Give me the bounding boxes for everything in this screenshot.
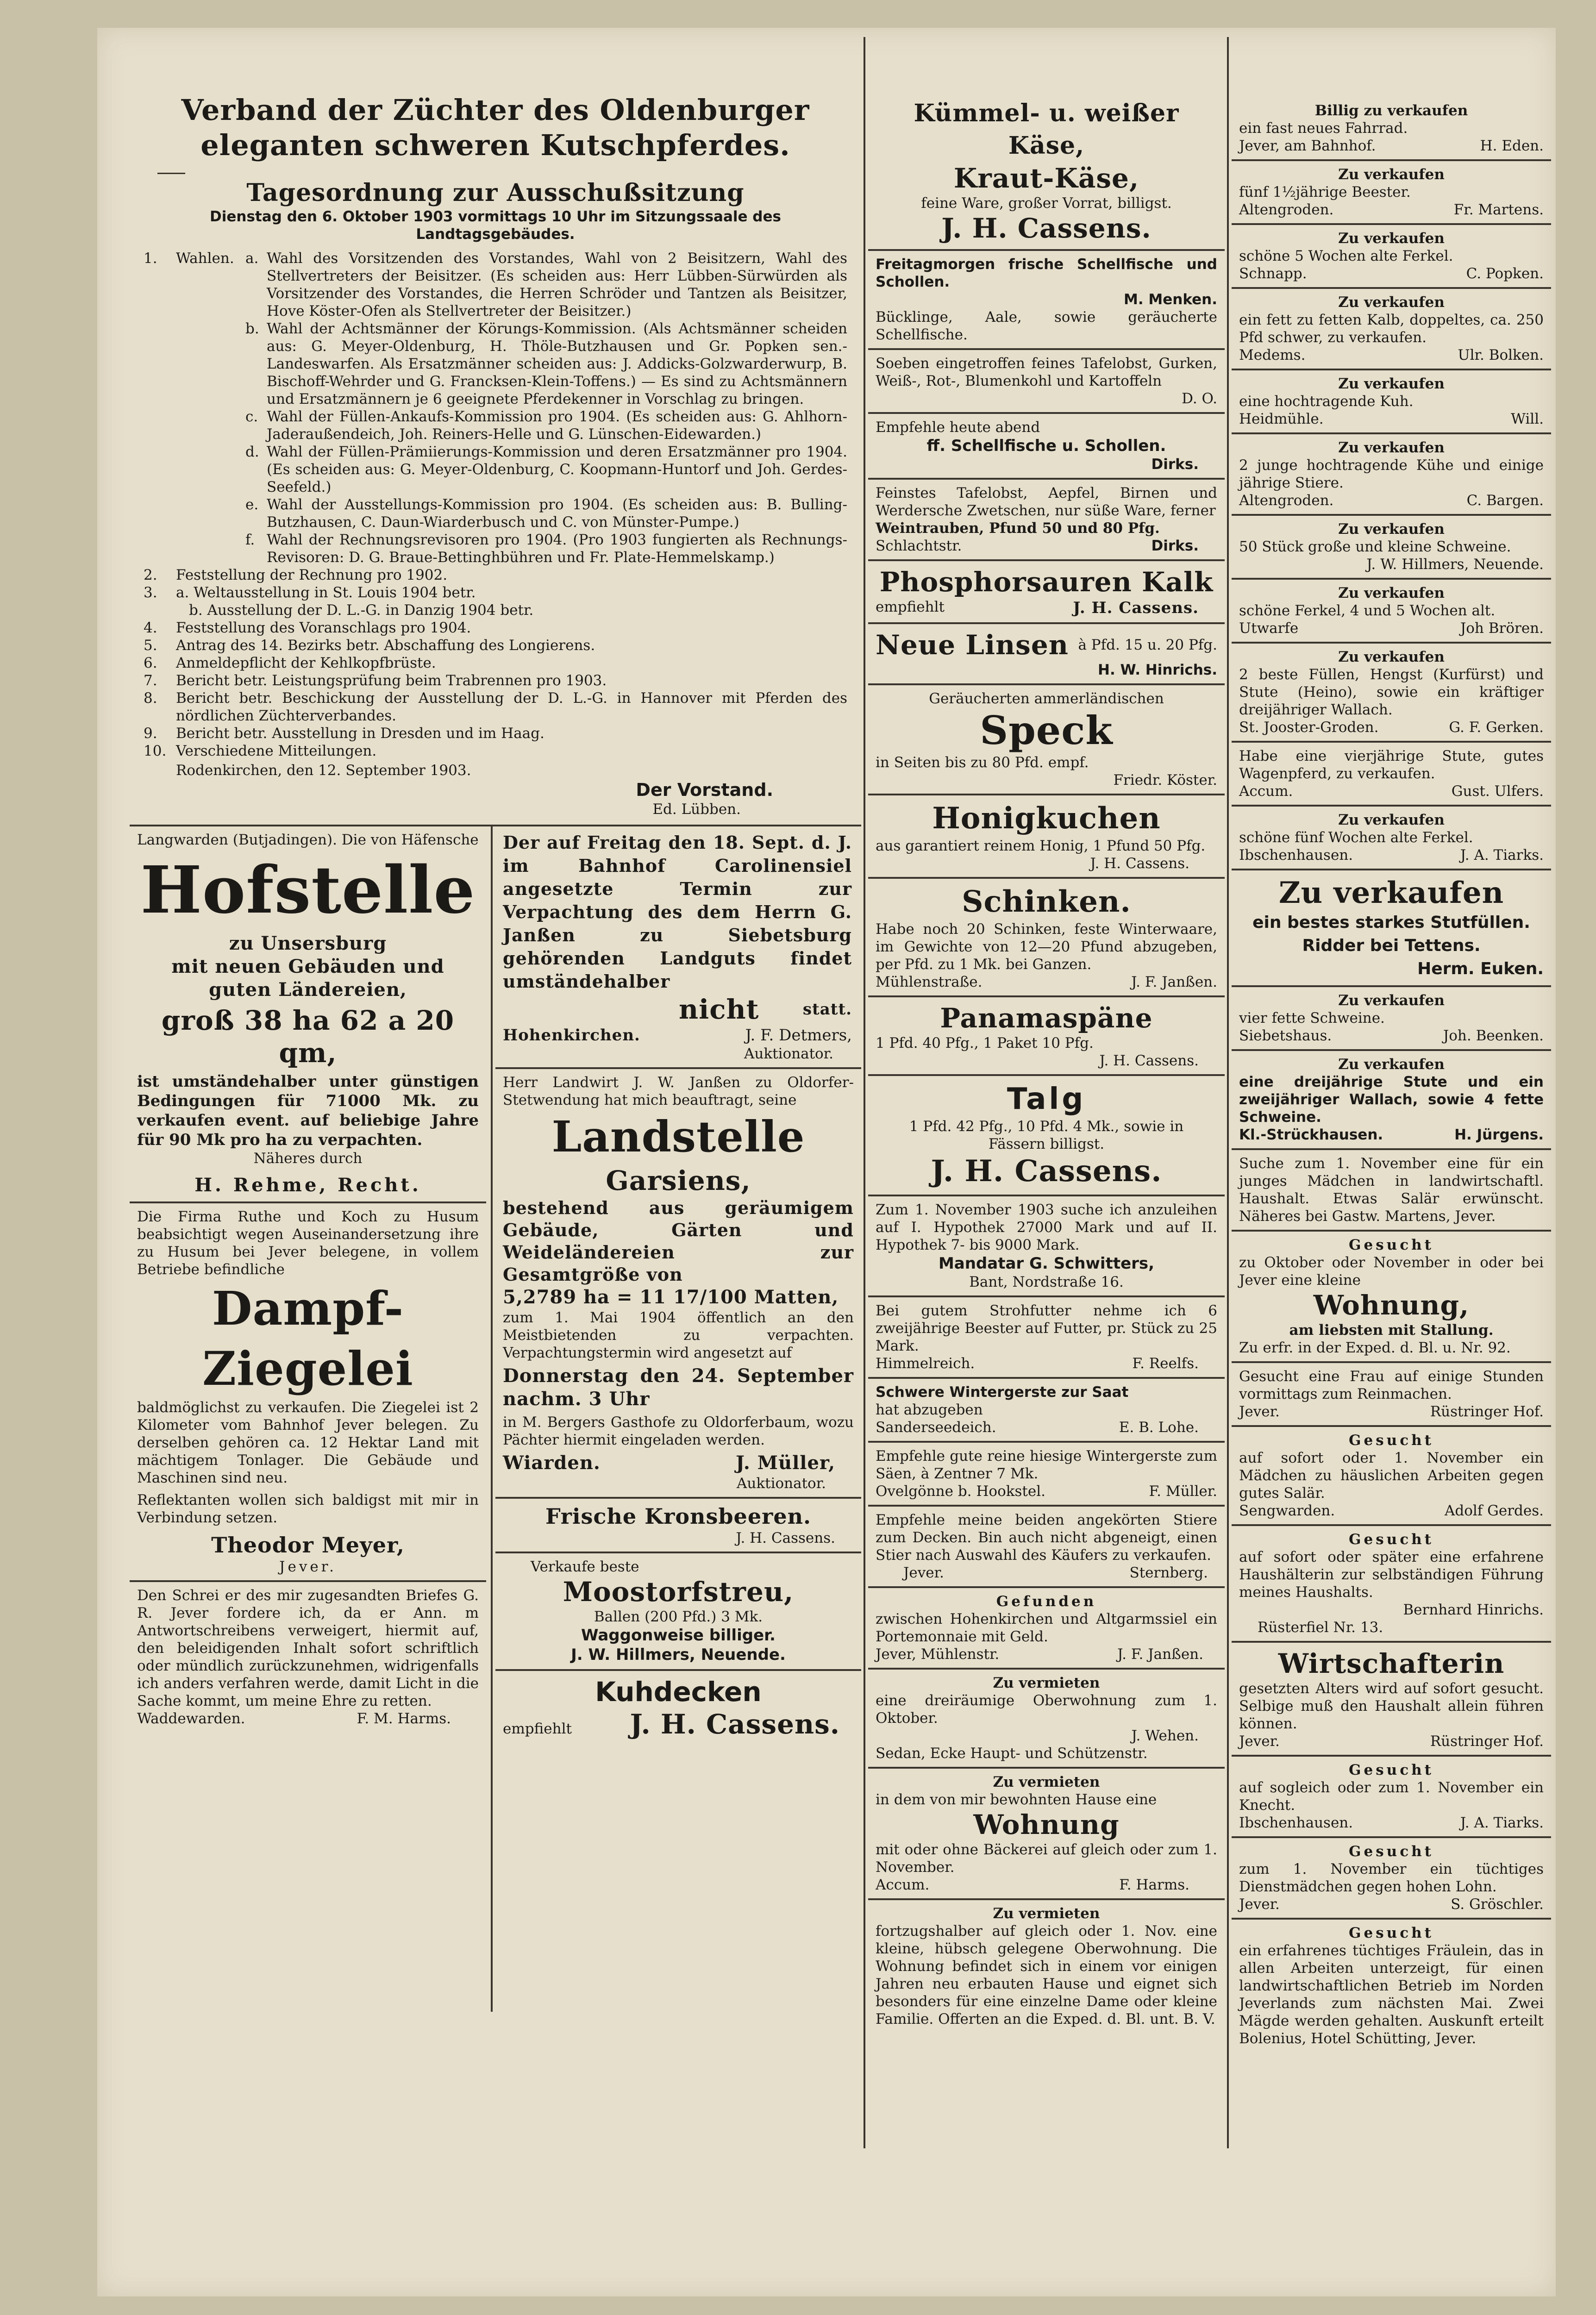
column-rule-left (864, 37, 865, 2148)
ad-schellfisch (868, 251, 1225, 350)
hofstelle-place: zu Unsersburg (229, 932, 387, 954)
ad-maedchen (1232, 1150, 1551, 1232)
ad-v1 (1232, 161, 1551, 225)
gefunden-title: Gefunden (996, 1593, 1097, 1610)
ad-v12 (1232, 1051, 1551, 1150)
ziegelei-text1: Die Firma Ruthe und Koch zu Husum beabsichtigt wegen Auseinandersetzung ihre zu Husum bei Jever belegene, in vollem Betriebe befindliche (137, 1208, 479, 1278)
v11-title: Zu verkaufen (1338, 992, 1445, 1009)
stutfuellen-title: Zu verkaufen (1278, 876, 1504, 910)
landstelle-text2: zum 1. Mai 1904 öffentlich an den Meistbietenden zu verpachten. Verpachtungstermin wird angesetzt auf (503, 1309, 854, 1361)
schellfisch-line2: Bücklinge, Aale, sowie geräucherte Schellfische. (876, 309, 1217, 343)
kalk-title: Phosphorsauren Kalk (879, 566, 1214, 598)
kronsbeeren-sign: J. H. Cassens. (736, 1530, 835, 1546)
gesucht5-place: Ibschenhausen. (1239, 1814, 1353, 1831)
ad-stiere (868, 1507, 1225, 1588)
ad-verpachtung (495, 826, 861, 1069)
v2-line: schöne 5 Wochen alte Ferkel. (1239, 248, 1453, 264)
gesucht4-title: Gesucht (1349, 1531, 1434, 1548)
v3-line: ein fett zu fetten Kalb, doppeltes, ca. 250 Pfd schwer, zu verkaufen. (1239, 312, 1544, 346)
hofstelle-terms: ist umständehalber unter günstigen Bedingungen für 71000 Mk. zu verkaufen event. auf beliebige Jahre für 90 Mk pro ha zu verpachten. (137, 1072, 479, 1149)
honig-line: aus garantiert reinem Honig, 1 Pfund 50 Pfg. (876, 838, 1206, 854)
schinken-place: Mühlenstraße. (876, 974, 983, 990)
ad-gesucht7 (1232, 1920, 1551, 2052)
column-1 (130, 88, 861, 2012)
ziegelei-text3: Reflektanten wollen sich baldigst mit mir in Verbindung setzen. (137, 1492, 479, 1526)
ad-fahrrad (1232, 97, 1551, 161)
gesucht6-title: Gesucht (1349, 1843, 1434, 1860)
gerste2-text: Empfehle gute reine hiesige Wintergerste zum Säen, à Zentner 7 Mk. (876, 1448, 1217, 1482)
v7-sign: Joh Brören. (1460, 620, 1544, 637)
ad-gesucht2 (1232, 1363, 1551, 1427)
kronsbeeren-title: Frische Kronsbeeren. (545, 1504, 812, 1529)
schollen-line1: Empfehle heute abend (876, 419, 1040, 436)
landstelle-size: 5,2789 ha = 11 17/100 Matten, (503, 1286, 839, 1308)
gesucht2-text: Gesucht eine Frau auf einige Stunden vormittags zum Reinmachen. (1239, 1368, 1544, 1402)
landstelle-town: Wiarden. (503, 1452, 601, 1474)
honig-title: Honigkuchen (932, 801, 1161, 836)
wohnung-title: Wohnung (973, 1809, 1120, 1840)
ad-strohfutter (868, 1297, 1225, 1379)
ad-feinstes (868, 480, 1225, 561)
vermieten3-text: fortzugshalber auf gleich oder 1. Nov. eine kleine, hübsch gelegene Oberwohnung. Die Wohnung befindet sich in einem vor einigen Jahren neu erbauten Hause und eignet sich besonders für eine einzelne Dame oder kleine Familie. Offerten an die Exped. d. Bl. unt. B. V. (876, 1923, 1217, 2027)
ad-v10 (1232, 807, 1551, 870)
v7-title: Zu verkaufen (1338, 585, 1445, 601)
hofstelle-desc: mit neuen Gebäuden und guten Ländereien, (171, 956, 444, 1001)
gesucht7-text: ein erfahrenes tüchtiges Fräulein, das in allen Arbeiten unterzeigt, für einen landwirtschaftlichen Betrieb im Norden Jeverlands zum nächsten Mai. Zwei Mägde werden gehalten. Auskunft erteilt Bolenius, Hotel Schütting, Jever. (1239, 1942, 1544, 2047)
ad-moostorf (495, 1553, 861, 1671)
agenda-item: d. Wahl der Füllen-Prämiierungs-Kommission und deren Ersatzmänner pro 1904. (Es scheiden aus: G. Meyer-Oldenburg, C. Koopmann-Huntorf und Joh. Gerdes-Seefeld.) (245, 444, 847, 495)
schinken-title: Schinken. (962, 884, 1131, 919)
v10-line: schöne fünf Wochen alte Ferkel. (1239, 829, 1473, 846)
vermieten1-title: Zu vermieten (993, 1675, 1100, 1691)
ad-wirtschafterin (1232, 1643, 1551, 1757)
verpachtung-nicht: nicht (679, 994, 759, 1025)
hypothek-sign1: Mandatar G. Schwitters, (938, 1254, 1155, 1273)
speck-sign: Friedr. Köster. (1113, 772, 1217, 788)
landstelle-date: Donnerstag den 24. September nachm. 3 Uhr (503, 1365, 854, 1410)
vermieten3-title: Zu vermieten (993, 1905, 1100, 1922)
ad-v4 (1232, 370, 1551, 434)
v2-sign: C. Popken. (1466, 265, 1544, 282)
stutfuellen-sign: Herm. Euken. (1417, 959, 1544, 978)
subcolumn-rule (491, 826, 493, 2012)
gesucht4-sign: Bernhard Hinrichs. (1403, 1602, 1544, 1618)
wohnung-sign: F. Harms. (1119, 1877, 1189, 1893)
gerste2-sign: F. Müller. (1149, 1483, 1217, 1500)
agenda-item: 10. Verschiedene Mitteilungen. (144, 743, 377, 759)
ziegelei-sign-place: Jever. (279, 1558, 337, 1575)
strohfutter-sign: F. Reelfs. (1132, 1355, 1199, 1372)
tafelobst-text: Soeben eingetroffen feines Tafelobst, Gurken, Weiß-, Rot-, Blumenkohl und Kartoffeln (876, 355, 1217, 389)
verpachtung-sign: J. F. Detmers, (745, 1026, 852, 1045)
ad-gerste2 (868, 1443, 1225, 1507)
agenda-item: c. Wahl der Füllen-Ankaufs-Kommission pro 1904. (Es scheiden aus: G. Ahlhorn-Jaderaußendeich, Joh. Reiners-Helle und G. Lünschen-Eidewarden.) (245, 408, 847, 443)
schellfisch-line1: Freitagmorgen frische Schellfische und Schollen. (876, 256, 1217, 290)
v6-line: 50 Stück große und kleine Schweine. (1239, 538, 1511, 555)
agenda-item: 7. Bericht betr. Leistungsprüfung beim Trabrennen pro 1903. (144, 672, 607, 689)
v10-sign: J. A. Tiarks. (1460, 847, 1544, 863)
newspaper-page (97, 28, 1556, 2296)
fahrrad-sign: H. Eden. (1480, 138, 1544, 154)
moostorf-line2: Waggonweise billiger. (581, 1626, 776, 1645)
landstelle-sign: J. Müller, (736, 1452, 835, 1474)
wirtschafterin-place: Jever. (1239, 1733, 1280, 1750)
moostorf-line: Ballen (200 Pfd.) 3 Mk. (594, 1608, 763, 1625)
speck-intro: Geräucherten ammerländischen (929, 690, 1164, 707)
verband-heading: Tagesordnung zur Ausschußsitzung (246, 179, 745, 207)
ad-verband (130, 88, 861, 826)
ad-hypothek (868, 1196, 1225, 1297)
agenda-item: 6. Anmeldepflicht der Kehlkopfbrüste. (144, 655, 436, 671)
stutfuellen-line2: Ridder bei Tettens. (1302, 936, 1481, 955)
v6-sign: J. W. Hillmers, Neuende. (1366, 556, 1544, 573)
ad-vermieten1 (868, 1670, 1225, 1769)
v4-place: Heidmühle. (1239, 411, 1324, 427)
hypothek-sign2: Bant, Nordstraße 16. (969, 1274, 1124, 1290)
gesucht7-title: Gesucht (1349, 1925, 1434, 1941)
v3-sign: Ulr. Bolken. (1458, 347, 1544, 363)
ad-gesucht3 (1232, 1427, 1551, 1526)
wintergerste-title: Schwere Wintergerste zur Saat (876, 1384, 1129, 1401)
gesucht4-text: auf sofort oder später eine erfahrene Haushälterin zur selbständigen Führung meines Haushalts. (1239, 1549, 1544, 1601)
v7-line: schöne Ferkel, 4 und 5 Wochen alt. (1239, 602, 1496, 619)
gesucht1-line2: Zu erfr. in der Exped. d. Bl. u. Nr. 92. (1239, 1339, 1511, 1356)
ziegelei-title2: Ziegelei (202, 1341, 413, 1396)
wirtschafterin-title: Wirtschafterin (1278, 1648, 1505, 1679)
agenda-item: 1. Wahlen. a. Wahl des Vorsitzenden des Vorstandes, Wahl von 2 Beisitzern, Wahl des Stellvertreters der Beisitzer. (Es scheiden aus: Herr Lübben-Sürwürden als Vorsitzender des Vorstandes, die Herren Schröder und Tantzen als Beisitzer, Hove Köster-Ofen als Stellvertreter der Beisitzer.) (144, 250, 847, 319)
verband-sign: Der Vorstand. (636, 780, 773, 800)
ad-wohnung (868, 1769, 1225, 1900)
gesucht1-title: Gesucht (1349, 1237, 1434, 1253)
v11-sign: Joh. Beenken. (1443, 1027, 1544, 1044)
ad-ziegelei (130, 1203, 486, 1582)
v5-line: 2 junge hochtragende Kühe und einige jährige Stiere. (1239, 457, 1544, 491)
vermieten1-text: eine dreiräumige Oberwohnung zum 1. Oktober. (876, 1692, 1217, 1727)
agenda-item: 2. Feststellung der Rechnung pro 1902. (144, 567, 448, 583)
tafelobst-sign: D. O. (1182, 390, 1217, 407)
fahrrad-line: ein fast neues Fahrrad. (1239, 120, 1408, 137)
ad-v6 (1232, 516, 1551, 580)
wirtschafterin-text: gesetzten Alters wird auf sofort gesucht. Selbige muß den Haushalt allein führen können. (1239, 1680, 1544, 1732)
speck-title: Speck (980, 707, 1113, 753)
agenda-list (144, 250, 847, 760)
gesucht3-place: Sengwarden. (1239, 1502, 1335, 1519)
strohfutter-place: Himmelreich. (876, 1355, 975, 1372)
ad-kuhdecken (495, 1671, 861, 1745)
ad-hofstelle (130, 826, 486, 1203)
hofstelle-size: groß 38 ha 62 a 20 qm, (161, 1005, 455, 1069)
feinstes-sign: Dirks. (1151, 538, 1199, 554)
gesucht1-line: am liebsten mit Stallung. (1289, 1322, 1494, 1339)
subcolumn-b (495, 826, 861, 1745)
v12-place: Kl.-Strückhausen. (1239, 1126, 1383, 1143)
gesucht5-sign: J. A. Tiarks. (1460, 1814, 1544, 1831)
v9-place: Accum. (1239, 783, 1293, 800)
v8-line: 2 beste Füllen, Hengst (Kurfürst) und Stute (Heino), sowie ein kräftiger dreijähriger Wallach. (1239, 666, 1544, 718)
verband-title: Verband der Züchter des Oldenburger eleganten schweren Kutschpferdes. (181, 93, 810, 162)
schinken-text: Habe noch 20 Schinken, feste Winterwaare, im Gewichte von 12—20 Pfund abzugeben, per Pfd. zu 1 Mk. bei Ganzen. (876, 921, 1217, 973)
gefunden-sign: J. F. Janßen. (1117, 1646, 1203, 1663)
agenda-item: 5. Antrag des 14. Bezirks betr. Abschaffung des Longierens. (144, 637, 595, 654)
moostorf-sign: J. W. Hillmers, Neuende. (571, 1646, 786, 1664)
gerste2-place: Ovelgönne b. Hookstel. (876, 1483, 1046, 1500)
panama-line: 1 Pfd. 40 Pfg., 1 Paket 10 Pfg. (876, 1035, 1094, 1051)
kalk-pre: empfiehlt (876, 599, 945, 615)
wintergerste-sign: E. B. Lohe. (1119, 1419, 1199, 1436)
linsen-line: à Pfd. 15 u. 20 Pfg. (1078, 637, 1217, 653)
ad-v5 (1232, 434, 1551, 516)
gesucht4-place: Rüsterfiel Nr. 13. (1258, 1619, 1383, 1636)
agenda-item: 3. a. Weltausstellung in St. Louis 1904 betr. (144, 584, 476, 601)
verpachtung-statt: statt. (802, 1000, 852, 1019)
divider (157, 173, 185, 174)
panama-title: Panamaspäne (940, 1002, 1153, 1034)
gesucht6-text: zum 1. November ein tüchtiges Dienstmädchen gegen hohen Lohn. (1239, 1861, 1544, 1895)
schrei-text: Den Schrei er des mir zugesandten Briefes G. R. Jever fordere ich, da er Ann. m Antwortschreibens verweigert, hiermit auf, den beleidigenden Inhalt sofort schriftlich oder mündlich zurückzunehmen, widrigenfalls ich anders verfahren werde, damit Licht in die Sache kommt, um meine Ehre zu retten. (137, 1587, 479, 1709)
kalk-sign: J. H. Cassens. (1073, 599, 1199, 617)
v3-title: Zu verkaufen (1338, 294, 1445, 311)
gesucht3-title: Gesucht (1349, 1432, 1434, 1449)
ad-honig (868, 795, 1225, 879)
schinken-sign: J. F. Janßen. (1131, 974, 1217, 990)
v2-title: Zu verkaufen (1338, 230, 1445, 247)
ad-v2 (1232, 225, 1551, 289)
verband-subheading: Dienstag den 6. Oktober 1903 vormittags 10 Uhr im Sitzungssaale des Landtagsgebäudes. (210, 208, 781, 243)
v9-line: Habe eine vierjährige Stute, gutes Wagenpferd, zu verkaufen. (1239, 748, 1544, 782)
ad-kronsbeeren (495, 1499, 861, 1553)
ad-talg (868, 1076, 1225, 1196)
landstelle-title: Landstelle (551, 1112, 805, 1162)
kaese-title2: Kraut-Käse, (953, 163, 1139, 194)
landstelle-text: bestehend aus geräumigem Gebäude, Gärten und Weideländereien zur Gesamtgröße von (503, 1197, 854, 1285)
panama-sign: J. H. Cassens. (1099, 1052, 1199, 1069)
speck-line: in Seiten bis zu 80 Pfd. empf. (876, 754, 1089, 771)
vermieten1-place: Sedan, Ecke Haupt- und Schützenstr. (876, 1745, 1148, 1762)
kuhdecken-sign: J. H. Cassens. (630, 1708, 840, 1740)
agenda-item: b. Ausstellung der D. L.-G. in Danzig 1904 betr. (189, 602, 534, 619)
gesucht1-text: zu Oktober oder November in oder bei Jever eine kleine (1239, 1254, 1544, 1289)
ad-stutfuellen (1232, 870, 1551, 987)
agenda-item: e. Wahl der Ausstellungs-Kommission pro 1904. (Es scheiden aus: B. Bulling-Butzhausen, C. Daun-Wiarderbusch und C. von Münster-Pumpe.) (245, 496, 847, 531)
hofstelle-title: Hofstelle (140, 852, 476, 928)
v12-line: eine dreijährige Stute und ein zweijähriger Wallach, sowie 4 fette Schweine. (1239, 1074, 1544, 1126)
ad-v11 (1232, 987, 1551, 1051)
moostorf-intro: Verkaufe beste (531, 1558, 639, 1575)
feinstes-line: Weintrauben, Pfund 50 und 80 Pfg. (876, 520, 1160, 537)
verpachtung-text: Der auf Freitag den 18. Sept. d. J. im Bahnhof Carolinensiel angesetzte Termin zur Verpachtung des dem Herrn G. Janßen zu Siebetsburg gehörenden Landguts findet umständehalber (503, 832, 852, 992)
talg-line: 1 Pfd. 42 Pfg., 10 Pfd. 4 Mk., sowie in Fässern billigst. (909, 1118, 1184, 1152)
v8-title: Zu verkaufen (1338, 649, 1445, 665)
schrei-place: Waddewarden. (137, 1710, 245, 1727)
ad-gesucht6 (1232, 1838, 1551, 1920)
v10-place: Ibschenhausen. (1239, 847, 1353, 863)
kaese-line: feine Ware, großer Vorrat, billigst. (921, 195, 1172, 212)
agenda-item: 4. Feststellung des Voranschlags pro 1904. (144, 619, 471, 636)
ad-wintergerste (868, 1379, 1225, 1443)
v12-sign: H. Jürgens. (1454, 1126, 1544, 1143)
v1-place: Altengroden. (1239, 201, 1334, 218)
v7-place: Utwarfe (1239, 620, 1299, 637)
gesucht3-sign: Adolf Gerdes. (1444, 1502, 1544, 1519)
ad-v9 (1232, 743, 1551, 807)
ad-schollen (868, 414, 1225, 480)
schellfisch-name: M. Menken. (1123, 291, 1217, 308)
ad-panama (868, 997, 1225, 1076)
v4-sign: Will. (1511, 411, 1544, 427)
gesucht6-sign: S. Gröschler. (1451, 1896, 1544, 1913)
v4-line: eine hochtragende Kuh. (1239, 393, 1414, 410)
v9-sign: Gust. Ulfers. (1451, 783, 1544, 800)
talg-sign: J. H. Cassens. (931, 1154, 1162, 1189)
kuhdecken-pre: empfiehlt (503, 1721, 572, 1737)
ziegelei-title1: Dampf- (212, 1281, 404, 1336)
gesucht2-place: Jever. (1239, 1403, 1280, 1420)
column-3 (1232, 97, 1551, 2052)
v8-sign: G. F. Gerken. (1449, 719, 1544, 736)
v1-line: fünf 1½jährige Beester. (1239, 184, 1411, 200)
wohnung-text: mit oder ohne Bäckerei auf gleich oder zum 1. November. (876, 1841, 1217, 1876)
stiere-place: Jever. (903, 1564, 944, 1581)
kaese-title1: Kümmel- u. weißer Käse, (914, 99, 1179, 160)
v12-title: Zu verkaufen (1338, 1056, 1445, 1073)
feinstes-place: Schlachtstr. (876, 538, 962, 554)
kaese-sign: J. H. Cassens. (941, 213, 1152, 244)
talg-title: Talg (1007, 1082, 1086, 1116)
landstelle-intro: Herr Landwirt J. W. Janßen zu Oldorfer-Stetwendung hat mich beauftragt, seine (503, 1074, 854, 1108)
ad-v3 (1232, 289, 1551, 370)
hofstelle-intro: Langwarden (Butjadingen). Die von Häfensche (137, 832, 479, 848)
linsen-sign: H. W. Hinrichs. (1098, 662, 1217, 678)
ad-gesucht5 (1232, 1757, 1551, 1838)
agenda-item: f. Wahl der Rechnungsrevisoren pro 1904. (Pro 1903 fungierten als Rechnungs-Revisoren: D. G. Braue-Bettinghbühren und Fr. Plate-Hemmelskamp.) (245, 532, 847, 566)
ad-gesucht1 (1232, 1232, 1551, 1363)
column-2 (868, 93, 1225, 2033)
landstelle-role: Auktionator. (736, 1475, 826, 1492)
gesucht5-title: Gesucht (1349, 1762, 1434, 1778)
v3-place: Medems. (1239, 347, 1306, 363)
v1-sign: Fr. Martens. (1453, 201, 1544, 218)
verband-place-date: Rodenkirchen, den 12. September 1903. (176, 762, 471, 779)
linsen-title: Neue Linsen (876, 629, 1069, 661)
v5-place: Altengroden. (1239, 492, 1334, 509)
agenda-item: b. Wahl der Achtsmänner der Körungs-Kommission. (Als Achtsmänner scheiden aus: G. Meyer-Oldenburg, H. Thöle-Butzhausen und Gr. Popken sen.-Landeswarfen. Als Ersatzmänner scheiden aus: J. Addicks-Golzwarderwurp, B. Bischoff-Wehrder und G. Francksen-Klein-Toffens.) — Es sind zu Achtsmännern und Ersatzmännern je 6 geeignete Pferdekenner in Vorschlag zu bringen. (245, 320, 847, 407)
v2-place: Schnapp. (1239, 265, 1307, 282)
v11-line: vier fette Schweine. (1239, 1010, 1385, 1026)
wohnung-title0: Zu vermieten (993, 1774, 1100, 1790)
ad-kaese (868, 93, 1225, 251)
ad-gesucht4 (1232, 1526, 1551, 1643)
stiere-text: Empfehle meine beiden angekörten Stiere zum Decken. Bin auch nicht abgeneigt, einen Stier nach Auswahl des Käufers zu verkaufen. (876, 1512, 1217, 1564)
ad-v7 (1232, 580, 1551, 644)
ad-v8 (1232, 644, 1551, 743)
v1-title: Zu verkaufen (1338, 166, 1445, 183)
verpachtung-place: Hohenkirchen. (503, 1026, 640, 1045)
honig-sign: J. H. Cassens. (1090, 855, 1189, 872)
verpachtung-role: Auktionator. (744, 1045, 833, 1062)
ziegelei-text2: baldmöglichst zu verkaufen. Die Ziegelei ist 2 Kilometer vom Bahnhof Jever belegen. Zu derselben gehören ca. 12 Hektar Land mit mächtigem Tonlager. Die Gebäude und Maschinen sind neu. (137, 1399, 479, 1486)
maedchen-text: Suche zum 1. November eine für ein junges Mädchen in landwirtschaftl. Haushalt. Etwas Salär erwünscht. Näheres bei Gastw. Martens, Jever. (1239, 1155, 1544, 1225)
v8-place: St. Jooster-Groden. (1239, 719, 1379, 736)
landstelle-place: Garsiens, (606, 1165, 751, 1196)
ziegelei-sign: Theodor Meyer, (211, 1533, 405, 1558)
fahrrad-place: Jever, am Bahnhof. (1239, 138, 1376, 154)
gesucht6-place: Jever. (1239, 1896, 1280, 1913)
hofstelle-sign: H. Rehme, Recht. (194, 1174, 421, 1196)
gesucht3-text: auf sofort oder 1. November ein Mädchen zu häuslichen Arbeiten gegen gutes Salär. (1239, 1450, 1544, 1502)
v5-title: Zu verkaufen (1338, 439, 1445, 456)
feinstes-text: Feinstes Tafelobst, Aepfel, Birnen und Werdersche Zwetschen, nur süße Ware, ferner (876, 485, 1217, 519)
schrei-sign: F. M. Harms. (357, 1710, 451, 1727)
agenda-item: 9. Bericht betr. Ausstellung in Dresden und im Haag. (144, 725, 545, 742)
stutfuellen-line: ein bestes starkes Stutfüllen. (1252, 913, 1530, 932)
v10-title: Zu verkaufen (1338, 812, 1445, 828)
subcolumn-a (130, 826, 486, 1732)
ad-kalk (868, 561, 1225, 624)
v4-title: Zu verkaufen (1338, 375, 1445, 392)
ad-tafelobst (868, 350, 1225, 414)
gefunden-place: Jever, Mühlenstr. (876, 1646, 1000, 1663)
ad-gefunden (868, 1588, 1225, 1670)
verband-sign-name: Ed. Lübben. (652, 801, 741, 818)
ad-schrei (130, 1582, 486, 1732)
gesucht1-title2: Wohnung, (1313, 1289, 1470, 1321)
column-rule-right (1227, 37, 1229, 2148)
v6-title: Zu verkaufen (1338, 521, 1445, 538)
landstelle-text3: in M. Bergers Gasthofe zu Oldorferbaum, wozu Pächter hiermit eingeladen werden. (503, 1414, 854, 1448)
schollen-line2: ff. Schellfische u. Schollen. (926, 437, 1166, 455)
gesucht5-text: auf sogleich oder zum 1. November ein Knecht. (1239, 1779, 1544, 1814)
kuhdecken-title: Kuhdecken (595, 1676, 762, 1708)
moostorf-title: Moostorfstreu, (563, 1576, 794, 1608)
gefunden-text: zwischen Hohenkirchen und Altgarmssiel ein Portemonnaie mit Geld. (876, 1611, 1217, 1645)
agenda-item: 8. Bericht betr. Beschickung der Ausstellung der D. L.-G. in Hannover mit Pferden des nördlichen Züchterverbandes. (144, 690, 847, 724)
vermieten1-sign: J. Wehen. (1131, 1727, 1199, 1744)
ad-schinken (868, 879, 1225, 997)
v11-place: Siebetshaus. (1239, 1027, 1332, 1044)
ad-vermieten3 (868, 1900, 1225, 2033)
wintergerste-place: Sanderseedeich. (876, 1419, 996, 1436)
v5-sign: C. Bargen. (1466, 492, 1544, 509)
wirtschafterin-sign: Rüstringer Hof. (1430, 1733, 1544, 1750)
hofstelle-more: Näheres durch (253, 1150, 363, 1167)
schollen-sign: Dirks. (1151, 456, 1199, 473)
ad-landstelle (495, 1069, 861, 1499)
strohfutter-text: Bei gutem Strohfutter nehme ich 6 zweijährige Beester auf Futter, pr. Stück zu 25 Mark. (876, 1302, 1217, 1354)
gesucht2-sign: Rüstringer Hof. (1430, 1403, 1544, 1420)
wintergerste-line: hat abzugeben (876, 1402, 983, 1418)
ad-linsen (868, 624, 1225, 685)
wohnung-intro: in dem von mir bewohnten Hause eine (876, 1791, 1157, 1808)
ad-speck (868, 685, 1225, 795)
fahrrad-title: Billig zu verkaufen (1314, 102, 1468, 119)
stiere-sign: Sternberg. (1129, 1564, 1208, 1581)
column-1-lower (130, 826, 861, 2012)
wohnung-place: Accum. (876, 1877, 930, 1893)
hypothek-text: Zum 1. November 1903 suche ich anzuleihen auf I. Hypothek 27000 Mark und auf II. Hypothek 7- bis 9000 Mark. (876, 1201, 1217, 1253)
